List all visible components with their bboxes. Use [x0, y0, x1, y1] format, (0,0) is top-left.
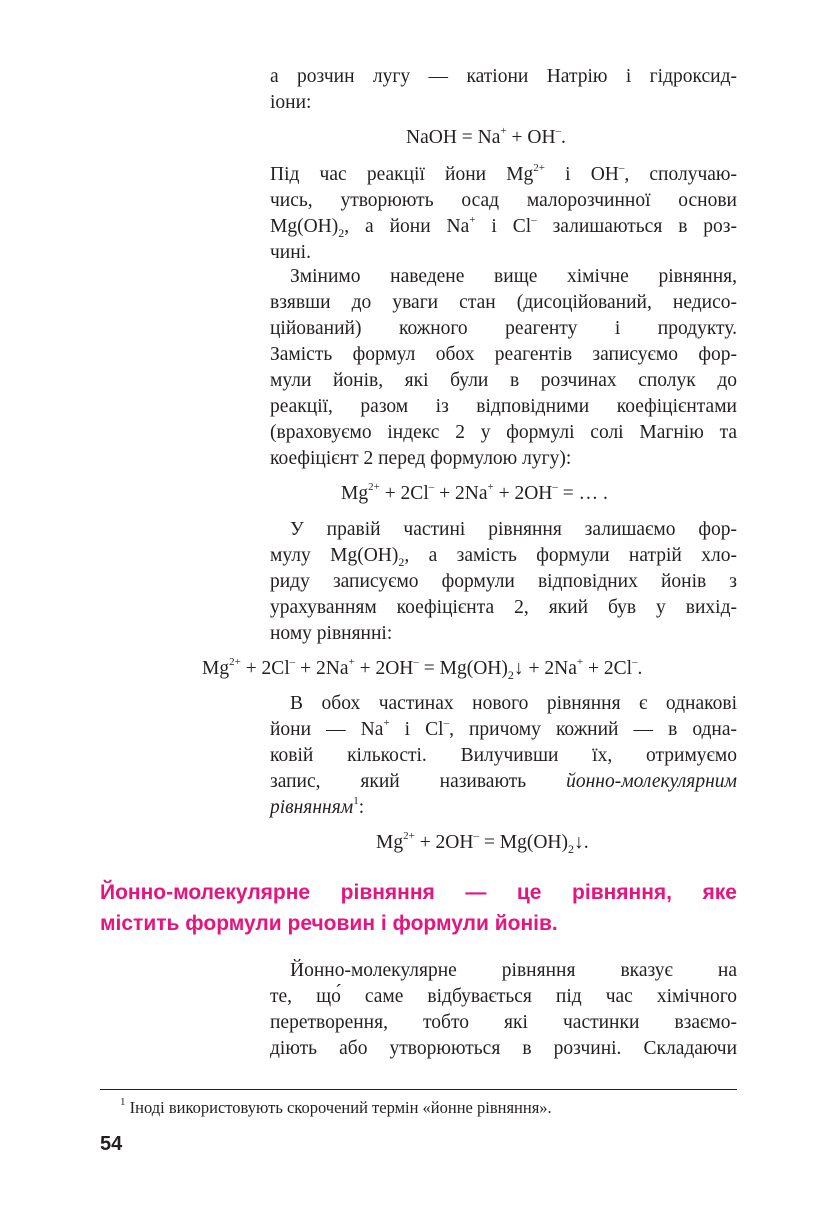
text-line: В обох частинах нового рівняння є однакові	[290, 693, 737, 714]
definition-line: містить формули речовин і формули йонів.	[100, 912, 558, 935]
definition-block	[100, 877, 737, 939]
text-line: взявши до уваги стан (дисоційований, недисо-	[270, 292, 737, 313]
text-line: риду записуємо формули відповідних йонів з	[270, 571, 737, 592]
text-line: У правій частині рівняння залишаємо фор-	[290, 519, 737, 540]
paragraph-4	[270, 517, 737, 647]
footnote-divider	[100, 1089, 737, 1090]
text-line: йони — Na+ і Cl–, причому кожний — в одна-	[270, 716, 738, 740]
text-line: запис, який називають йонно-молекулярним	[270, 771, 737, 792]
equation-ions-left: $Mg^{2+} + 2Cl^- + 2Na^+ + 2OH^-$ = … .	[341, 480, 608, 504]
text-line: ційований) кожного реагенту і продукту.	[270, 318, 737, 339]
paragraph-5	[270, 691, 737, 821]
text-line: ному рівнянні:	[270, 623, 393, 644]
equation-short-ionic: $Mg^{2+} + 2OH^-$ = $Mg(OH)_2↓$.	[376, 829, 589, 856]
page-number: 54	[100, 1133, 123, 1155]
paragraph-1	[270, 64, 737, 116]
text-line: чині.	[270, 242, 311, 263]
equation-naoh: NaOH = Na+ + OH–.	[406, 124, 566, 148]
text-line: діють або утворюються в розчині. Складаючи	[270, 1038, 737, 1059]
text-line: Під час реакції йони $Mg^{2+}$ і OH–, сполучаю-	[270, 161, 737, 185]
text-line: Замість формул обох реагентів записуємо фор-	[270, 344, 737, 365]
text-line: а розчин лугу — катіони Натрію і гідроксид-	[270, 66, 737, 87]
footnote: $^1$ Іноді використовують скорочений термін «йонне рівняння».	[120, 1095, 552, 1117]
text-line: мули йонів, які були в розчинах сполук до	[270, 370, 737, 391]
text-line: перетворення, тобто які частинки взаємо-	[270, 1012, 737, 1033]
text-line: $Mg(OH)_2$, а йони Na+ і Cl– залишаються в роз-	[270, 213, 738, 240]
text-line: урахуванням коефіцієнта 2, який був у вихід-	[270, 597, 737, 618]
text-line: мулу $Mg(OH)_2$, а замість формули натрій хло-	[270, 545, 737, 569]
definition-line: Йонно-молекулярне рівняння — це рівняння, яке	[100, 881, 737, 904]
text-line: коефіцієнт 2 перед формулою лугу):	[270, 448, 572, 469]
text-line: іони:	[270, 92, 312, 113]
text-line: те, що́ саме відбувається під час хімічного	[270, 986, 737, 1007]
text-line: Змінимо наведене вище хімічне рівняння,	[290, 266, 737, 287]
equation-full-ionic: $Mg^{2+} + 2Cl^- + 2Na^+ + 2OH^-$ = $Mg(OH)_2↓ + 2Na^+ + 2Cl^-$.	[202, 655, 643, 682]
paragraph-3	[270, 264, 737, 472]
text-line: (враховуємо індекс 2 у формулі солі Магнію та	[270, 422, 737, 443]
footnote-mark: 1	[120, 1095, 126, 1108]
text-line: ковій кількості. Вилучивши їх, отримуємо	[270, 745, 737, 766]
text-line: Йонно-молекулярне рівняння вказує на	[290, 960, 737, 981]
text-line: рівнянням$^1$:	[270, 794, 365, 818]
text-line: чись, утворюють осад малорозчинної основи	[270, 190, 737, 211]
text-line: реакції, разом із відповідними коефіцієнтами	[270, 396, 737, 417]
paragraph-6	[270, 958, 737, 1062]
paragraph-2	[270, 162, 737, 266]
